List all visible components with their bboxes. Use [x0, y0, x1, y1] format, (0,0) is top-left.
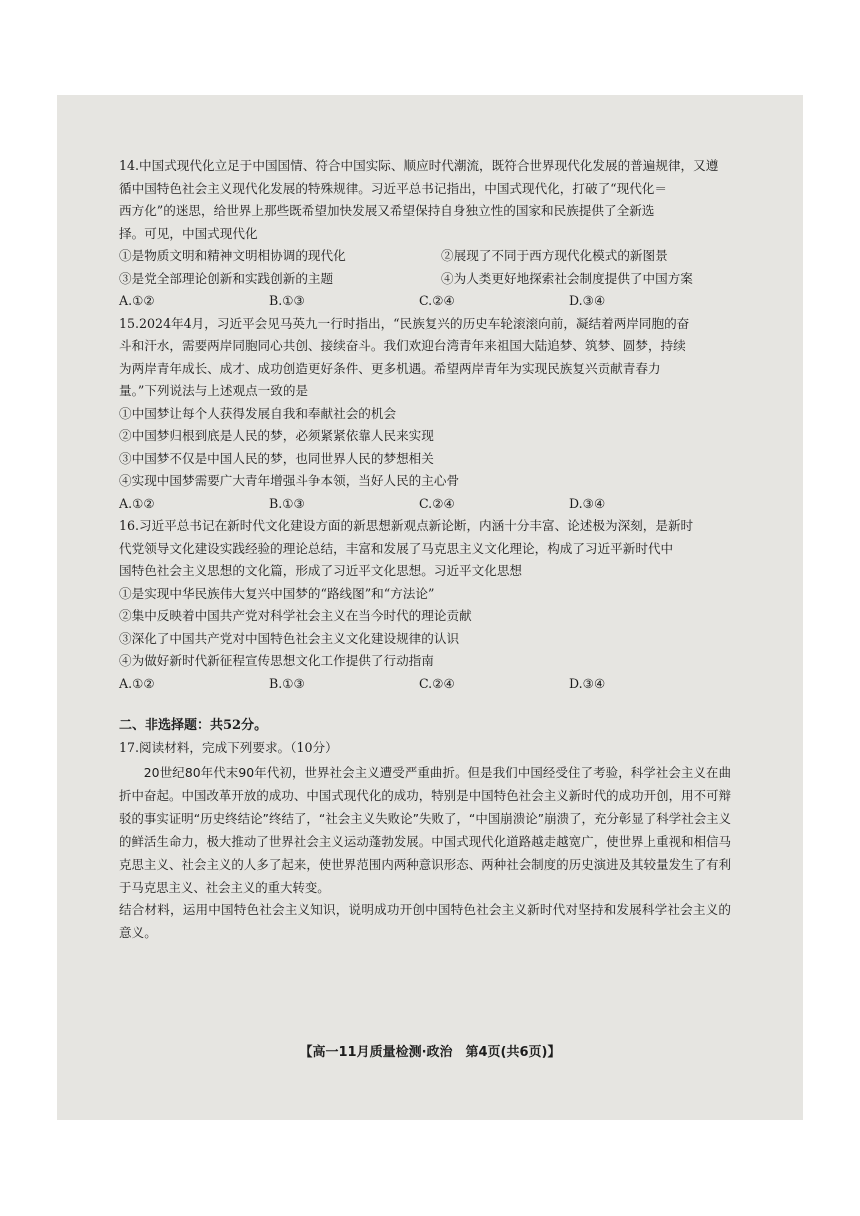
choice-c: C.②④ — [419, 495, 455, 511]
choice-d: D.③④ — [569, 293, 606, 308]
stem-line: 择。可见，中国式现代化 — [119, 225, 258, 241]
stem-line: 14.中国式现代化立足于中国国情、符合中国实际、顺应时代潮流，既符合世界现代化发展的普遍规律，又遵 — [119, 158, 719, 173]
stem-line: 16.习近平总书记在新时代文化建设方面的新思想新观点新论断，内涵十分丰富、论述极为深刻，是新时 — [119, 518, 694, 533]
choice-a: A.①② — [119, 495, 155, 511]
choice-b: B.①③ — [269, 495, 305, 511]
choice-c: C.②④ — [419, 675, 455, 691]
stem-line: 斗和汗水，需要两岸同胞同心共创、接续奋斗。我们欢迎台湾青年来祖国大陆追梦、筑梦、圆梦，持续 — [119, 338, 686, 353]
answer-choices — [119, 493, 731, 516]
statement-3: ③深化了中国共产党对中国特色社会主义文化建设规律的认识 — [119, 630, 460, 646]
stem-line: 国特色社会主义思想的文化篇，形成了习近平文化思想。习近平文化思想 — [119, 563, 522, 578]
question-stem: 17.阅读材料，完成下列要求。（10分） — [119, 740, 338, 755]
exam-page — [57, 95, 803, 1120]
question-15 — [119, 313, 731, 516]
statement-1: ①中国梦让每个人获得发展自我和奉献社会的机会 — [119, 405, 397, 421]
choice-d: D.③④ — [569, 675, 606, 691]
statement-2: ②集中反映着中国共产党对科学社会主义在当今时代的理论贡献 — [119, 608, 472, 623]
question-stem — [119, 313, 731, 403]
statement-3: ③是党全部理论创新和实践创新的主题 — [119, 270, 334, 286]
choice-c: C.②④ — [419, 293, 455, 308]
choice-a: A.①② — [119, 293, 155, 308]
question-task: 结合材料，运用中国特色社会主义知识，说明成功开创中国特色社会主义新时代对坚持和发展科学社会主义的意义。 — [119, 902, 731, 940]
section-title: 二、非选择题：共52分。 — [119, 718, 268, 733]
question-16 — [119, 515, 731, 695]
stem-line: 西方化”的迷思，给世界上那些既希望加快发展又希望保持自身独立性的国家和民族提供了全新选 — [119, 203, 655, 218]
page-footer: 【高一11月质量检测·政治 第4页(共6页)】 — [299, 1045, 561, 1060]
choice-b: B.①③ — [269, 293, 305, 308]
statement-3: ③中国梦不仅是中国人民的梦，也同世界人民的梦想相关 — [119, 450, 434, 466]
statement-list — [119, 403, 731, 493]
statement-1: ①是物质文明和精神文明相协调的现代化 — [119, 248, 346, 263]
statement-4: ④为人类更好地探索社会制度提供了中国方案 — [441, 270, 693, 286]
choice-a: A.①② — [119, 675, 155, 691]
answer-choices — [119, 673, 731, 696]
statement-4: ④为做好新时代新征程宣传思想文化工作提供了行动指南 — [119, 653, 434, 668]
statement-list — [119, 245, 731, 290]
question-14 — [119, 155, 731, 313]
stem-line: 为两岸青年成长、成才、成功创造更好条件、更多机遇。希望两岸青年为实现民族复兴贡献青春力 — [119, 360, 661, 376]
question-stem — [119, 515, 731, 583]
statement-1: ①是实现中华民族伟大复兴中国梦的“路线图”和“方法论” — [119, 585, 435, 601]
choice-d: D.③④ — [569, 495, 606, 511]
stem-line: 量。”下列说法与上述观点一致的是 — [119, 383, 309, 398]
statement-2: ②展现了不同于西方现代化模式的新图景 — [441, 248, 668, 263]
question-stem — [119, 155, 731, 245]
choice-b: B.①③ — [269, 675, 305, 691]
question-17 — [119, 737, 731, 944]
reading-material: 20世纪80年代末90年代初，世界社会主义遭受严重曲折。但是我们中国经受住了考验，科学社会主义在曲折中奋起。中国改革开放的成功、中国式现代化的成功，特别是中国特色社会主义新时代的成功开创，用不可辩驳的事实证明“历史终结论”终结了，“社会主义失败论”失败了，“中国崩溃论”崩溃了，充分彰显了科学社会主义的鲜活生命力，极大推动了世界社会主义运动蓬勃发展。中国式现代化道路越走越宽广，使世界上重视和相信马克思主义、社会主义的人多了起来，使世界范围内两种意识形态、两种社会制度的历史演进及其较量发生了有利于马克思主义、社会主义的重大转变。 — [119, 765, 731, 895]
statement-4: ④实现中国梦需要广大青年增强斗争本领，当好人民的主心骨 — [119, 473, 460, 488]
stem-line: 15.2024年4月，习近平会见马英九一行时指出，“民族复兴的历史车轮滚滚向前，凝结着两岸同胞的奋 — [119, 315, 690, 331]
stem-line: 代党领导文化建设实践经验的理论总结，丰富和发展了马克思主义文化理论，构成了习近平新时代中 — [119, 540, 674, 556]
statement-2: ②中国梦归根到底是人民的梦，必须紧紧依靠人民来实现 — [119, 428, 434, 443]
statement-list — [119, 583, 731, 673]
answer-choices — [119, 290, 731, 313]
stem-line: 循中国特色社会主义现代化发展的特殊规律。习近平总书记指出，中国式现代化，打破了“现代化＝ — [119, 180, 667, 196]
